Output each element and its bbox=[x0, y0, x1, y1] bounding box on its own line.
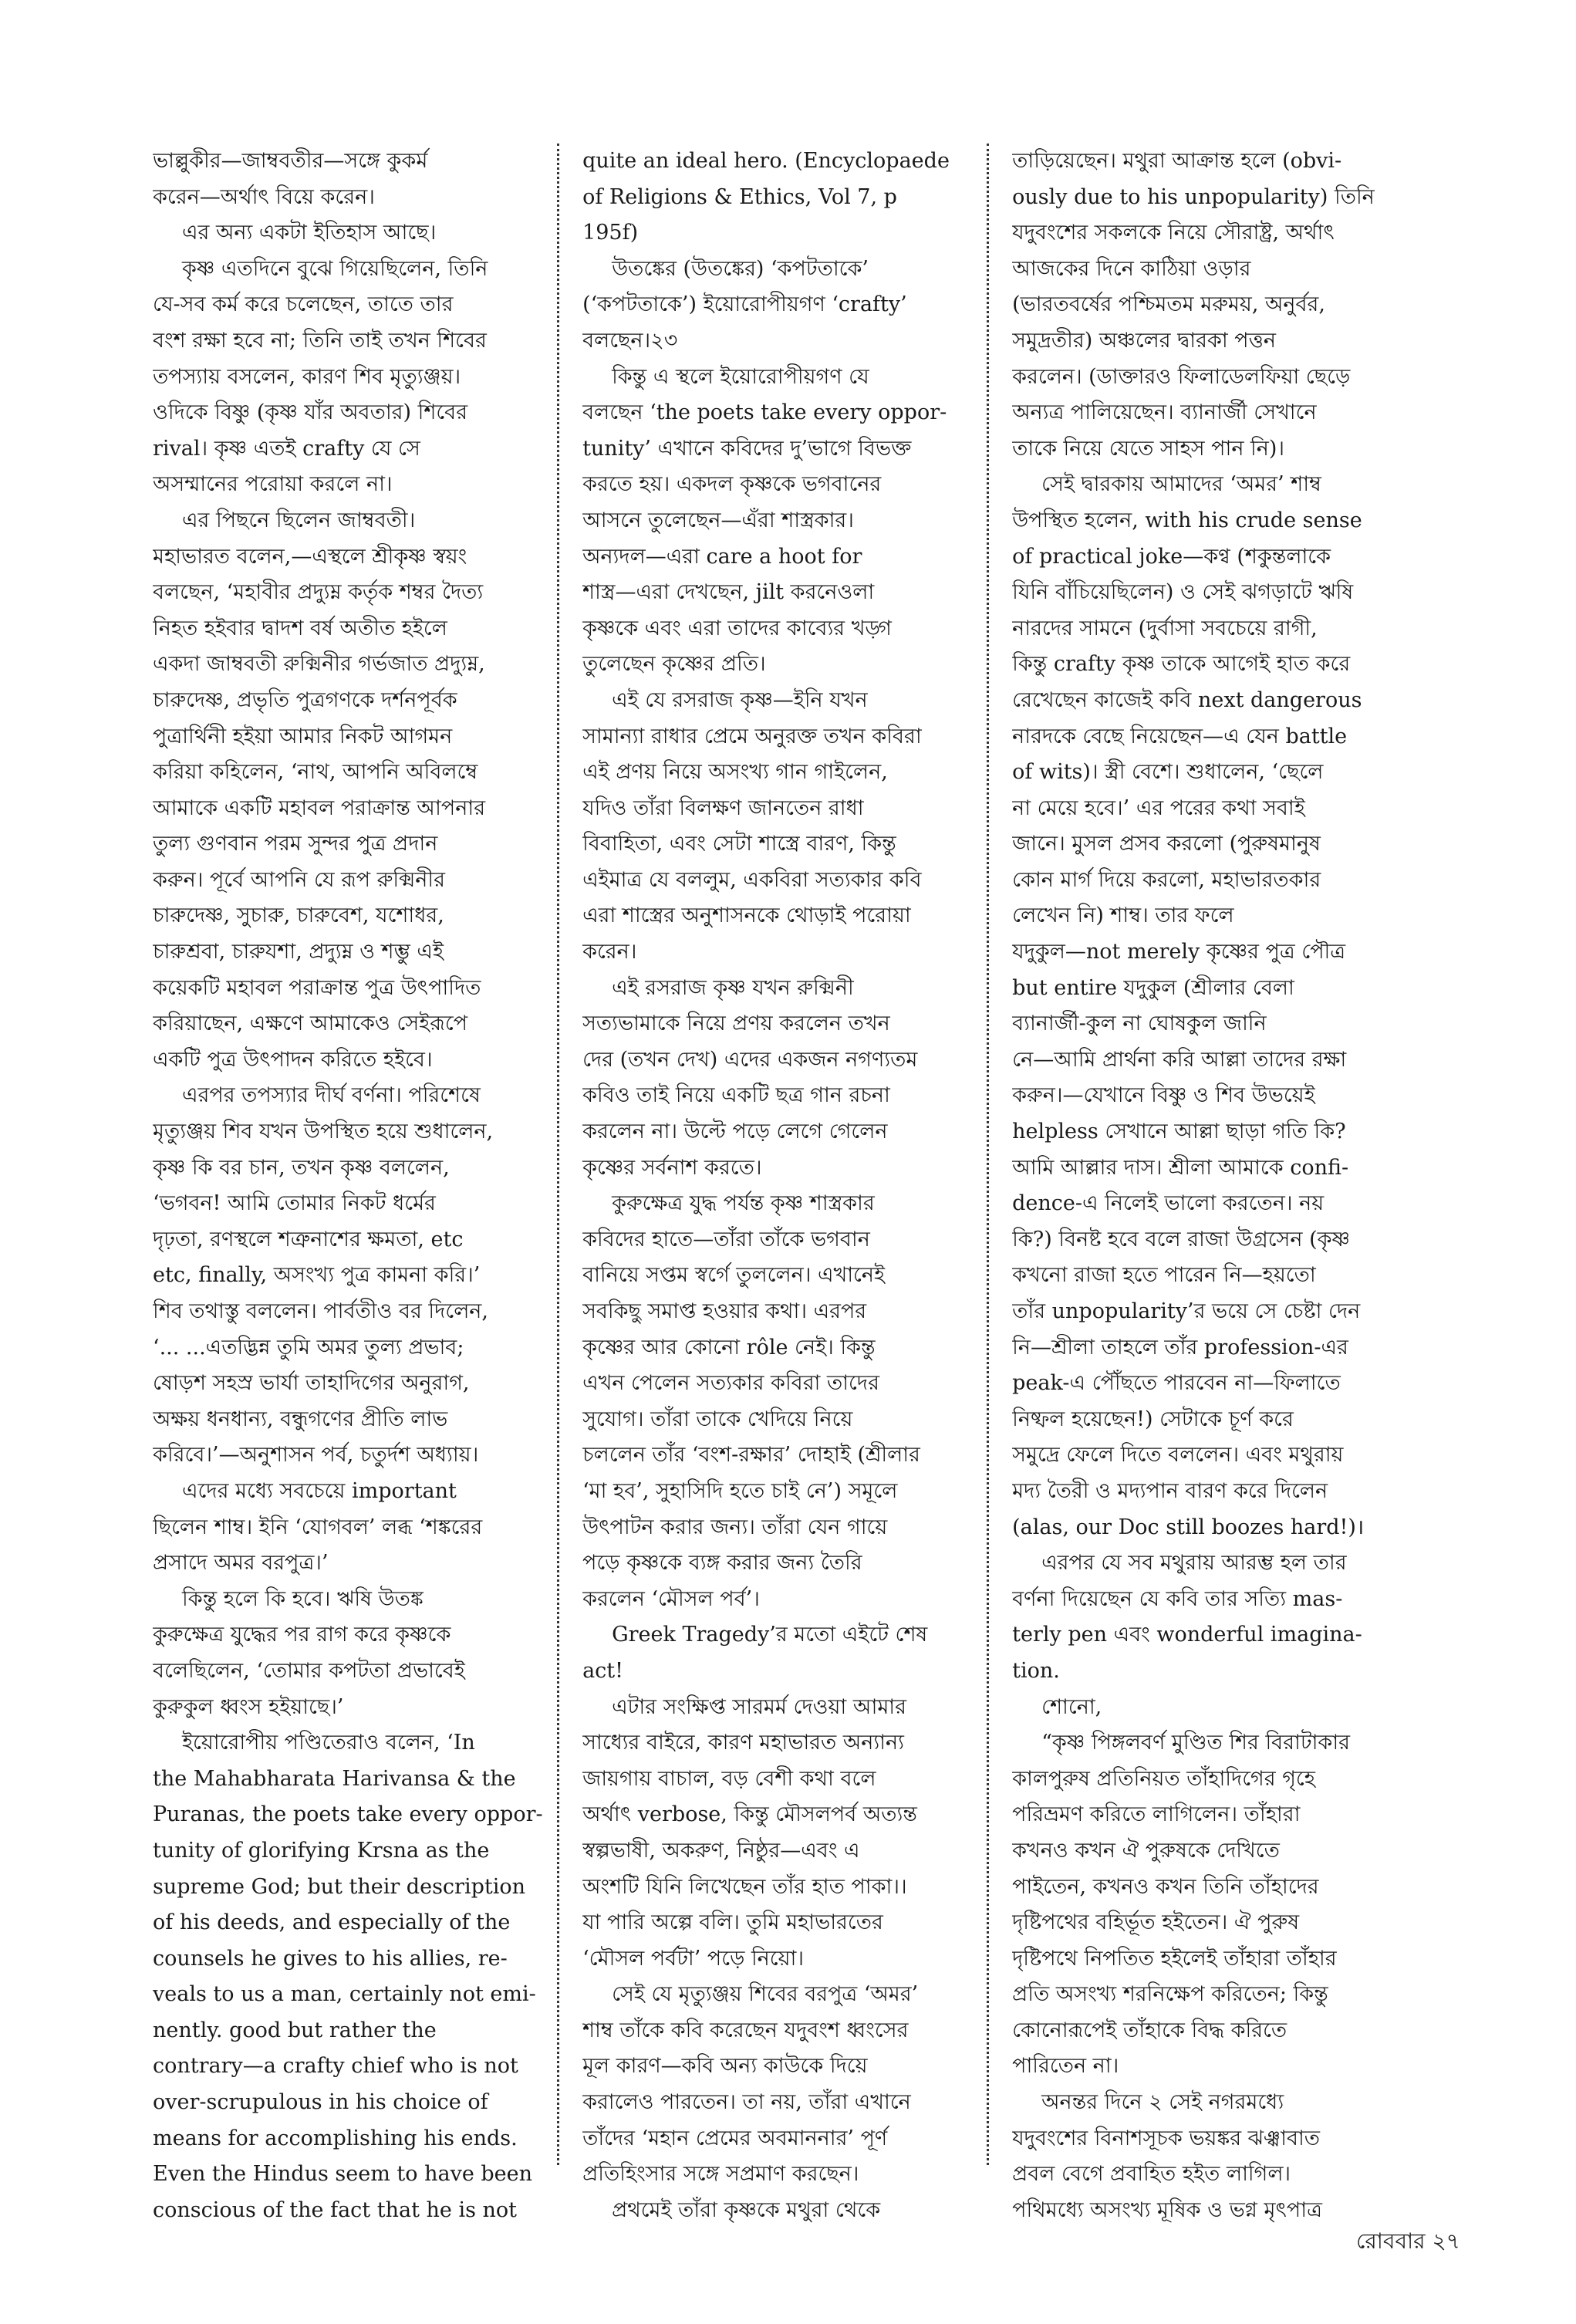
text-line: তাঁদের ‘মহান প্রেমের অবমাননার’ পূর্ণ bbox=[582, 2126, 888, 2150]
text-line: এরপর তপস্যার দীর্ঘ বর্ণনা। পরিশেষে bbox=[182, 1083, 481, 1108]
text-line: বানিয়ে সপ্তম স্বর্গে তুললেন। এখানেই bbox=[582, 1263, 886, 1288]
text-line: “কৃষ্ণ পিঙ্গলবর্ণ মুণ্ডিত শির বিরাটাকার bbox=[1041, 1731, 1350, 1755]
text-line: Greek Tragedy’র মতো এইটে শেষ bbox=[612, 1623, 928, 1647]
text-line: স্বল্পভাষী, অকরুণ, নিষ্ঠুর—এবং এ bbox=[582, 1838, 860, 1863]
text-line: শোনো, bbox=[1041, 1694, 1102, 1719]
text-line: ওদিকে বিষ্ণু (কৃষ্ণ যাঁর অবতার) শিবের bbox=[153, 400, 468, 425]
text-line: বলছেন ‘the poets take every oppor- bbox=[582, 400, 947, 425]
text-line: ভাল্লুকীর—জাম্ববতীর—সঙ্গে কুকর্ম bbox=[153, 149, 428, 173]
text-column-3 bbox=[989, 144, 1446, 2228]
text-line: করুন।—যেখানে বিষ্ণু ও শিব উভয়েই bbox=[1012, 1083, 1315, 1108]
text-line: প্রসাদে অমর বরপুত্র।’ bbox=[153, 1551, 329, 1576]
text-line: দৃঢ়তা, রণস্থলে শত্রুনাশের ক্ষমতা, etc bbox=[153, 1227, 464, 1252]
text-line: এখন পেলেন সত্যকার কবিরা তাদের bbox=[582, 1371, 879, 1396]
text-line: সবকিছু সমাপ্ত হওয়ার কথা। এরপর bbox=[582, 1299, 867, 1323]
text-line: সমুদ্রতীর) অঞ্চলের দ্বারকা পত্তন bbox=[1012, 328, 1277, 353]
text-line: তুল্য গুণবান পরম সুন্দর পুত্র প্রদান bbox=[153, 832, 438, 856]
text-line: সেই দ্বারকায় আমাদের ‘অমর’ শাম্ব bbox=[1041, 472, 1321, 497]
text-line: বংশ রক্ষা হবে না; তিনি তাই তখন শিবের bbox=[153, 328, 487, 353]
text-line: অক্ষয় ধনধান্য, বন্ধুগণের প্রীতি লাভ bbox=[153, 1407, 448, 1431]
text-line: উৎপাটন করার জন্য। তাঁরা যেন গায়ে bbox=[582, 1515, 888, 1539]
text-line: জানে। মুসল প্রসব করলো (পুরুষমানুষ bbox=[1012, 832, 1321, 856]
text-line: ব্যানার্জী-কুল না ঘোষকুল জানি bbox=[1012, 1012, 1267, 1036]
text-line: কিন্তু হলে কি হবে। ঋষি উতঙ্ক bbox=[182, 1586, 424, 1611]
text-line: কালপুরুষ প্রতিনিয়ত তাঁহাদিগের গৃহে bbox=[1012, 1766, 1315, 1791]
text-line: একদা জাম্ববতী রুক্মিনীর গর্ভজাত প্রদ্যুম্ন, bbox=[153, 652, 485, 677]
text-line: করলেন। (ডাক্তারও ফিলাডেলফিয়া ছেড়ে bbox=[1012, 364, 1351, 389]
text-line: নিষ্ফল হয়েছেন!) সেটাকে চূর্ণ করে bbox=[1012, 1407, 1294, 1431]
text-line: of his deeds, and especially of the bbox=[153, 1910, 511, 1935]
text-line: এরা শাস্ত্রের অনুশাসনকে থোড়াই পরোয়া bbox=[582, 904, 911, 928]
text-line: কোনোরূপেই তাঁহাকে বিদ্ধ করিতে bbox=[1012, 2018, 1287, 2042]
text-line: কৃষ্ণের সর্বনাশ করতে। bbox=[582, 1155, 762, 1180]
text-line: পরিভ্রমণ করিতে লাগিলেন। তাঁহারা bbox=[1012, 1802, 1301, 1827]
text-line: করেন। bbox=[582, 940, 637, 964]
text-line: সামান্যা রাধার প্রেমে অনুরক্ত তখন কবিরা bbox=[582, 724, 922, 748]
text-line: নি—শ্রীলা তাহলে তাঁর profession-এর bbox=[1012, 1335, 1348, 1360]
text-line: করিয়া কহিলেন, ‘নাথ, আপনি অবিলম্বে bbox=[153, 760, 478, 785]
text-line: শাস্ত্র—এরা দেখছেন, jilt করনেওলা bbox=[582, 580, 875, 605]
text-line: ‘... ...এতদ্ভিন্ন তুমি অমর তুল্য প্রভাব; bbox=[153, 1335, 464, 1360]
text-line: কিন্তু এ স্থলে ইয়োরোপীয়গণ যে bbox=[612, 364, 869, 389]
text-line: না মেয়ে হবে।’ এর পরের কথা সবাই bbox=[1012, 795, 1305, 820]
text-line: tion. bbox=[1012, 1658, 1060, 1683]
text-line: যিনি বাঁচিয়েছিলেন) ও সেই ঝগড়াটে ঋষি bbox=[1012, 580, 1354, 605]
text-line: helpless সেখানে আল্লা ছাড়া গতি কি? bbox=[1012, 1120, 1346, 1144]
text-line: over-scrupulous in his choice of bbox=[153, 2090, 488, 2115]
text-line: কিন্তু crafty কৃষ্ণ তাকে আগেই হাত করে bbox=[1012, 652, 1351, 677]
text-line: তুলেছেন কৃষ্ণের প্রতি। bbox=[582, 652, 766, 677]
text-line: peak-এ পৌঁছতে পারবেন না—ফিলাতে bbox=[1012, 1371, 1341, 1396]
text-line: of wits)। স্ত্রী বেশে। শুধালেন, ‘ছেলে bbox=[1012, 760, 1324, 785]
text-line: পথিমধ্যে অসংখ্য মূষিক ও ভগ্ন মৃৎপাত্র bbox=[1012, 2197, 1322, 2222]
text-line: শাম্ব তাঁকে কবি করেছেন যদুবংশ ধ্বংসের bbox=[582, 2018, 909, 2042]
text-line: ously due to his unpopularity) তিনি bbox=[1012, 184, 1375, 209]
text-line: কবিদের হাতে—তাঁরা তাঁকে ভগবান bbox=[582, 1227, 870, 1252]
text-line: counsels he gives to his allies, re- bbox=[153, 1946, 508, 1971]
text-line: tunity’ এখানে কবিদের দু’ভাগে বিভক্ত bbox=[582, 436, 912, 461]
text-line: অন্যদল—এরা care a hoot for bbox=[582, 544, 862, 569]
text-line: নারদের সামনে (দুর্বাসা সবচেয়ে রাগী, bbox=[1012, 616, 1318, 640]
text-line: পাইতেন, কখনও কখন তিনি তাঁহাদের bbox=[1012, 1874, 1319, 1899]
text-line: এটার সংক্ষিপ্ত সারমর্ম দেওয়া আমার bbox=[612, 1694, 906, 1719]
text-line: আজকের দিনে কাঠিয়া ওড়ার bbox=[1012, 256, 1251, 281]
text-line: Puranas, the poets take every oppor- bbox=[153, 1802, 543, 1827]
text-line: মূল কারণ—কবি অন্য কাউকে দিয়ে bbox=[582, 2054, 868, 2079]
article-body bbox=[153, 144, 1446, 2228]
text-line: একটি পুত্র উৎপাদন করিতে হইবে। bbox=[153, 1047, 433, 1072]
text-line: (‘কপটতাকে’) ইয়োরোপীয়গণ ‘crafty’ bbox=[582, 292, 907, 317]
text-line: ইয়োরোপীয় পণ্ডিতেরাও বলেন, ‘In bbox=[182, 1731, 475, 1755]
text-line: Even the Hindus seem to have been bbox=[153, 2162, 533, 2187]
text-line: করিয়াছেন, এক্ষণে আমাকেও সেইরূপে bbox=[153, 1012, 468, 1036]
text-line: যদুকুল—not merely কৃষ্ণের পুত্র পৌত্র bbox=[1012, 940, 1346, 964]
text-line: প্রতিহিংসার সঙ্গে সপ্রমাণ করছেন। bbox=[582, 2162, 859, 2187]
text-line: করলেন না। উল্টে পড়ে লেগে গেলেন bbox=[582, 1120, 888, 1144]
text-line: অংশটি যিনি লিখেছেন তাঁর হাত পাকা।। bbox=[582, 1874, 907, 1899]
text-line: করালেও পারতেন। তা নয়, তাঁরা এখানে bbox=[582, 2090, 911, 2115]
text-line: means for accomplishing his ends. bbox=[153, 2126, 518, 2150]
text-line: of practical joke—কণ্ব (শকুন্তলাকে bbox=[1012, 544, 1331, 569]
text-line: কৃষ্ণ কি বর চান, তখন কৃষ্ণ বললেন, bbox=[153, 1155, 450, 1180]
text-line: এই রসরাজ কৃষ্ণ যখন রুক্মিনী bbox=[612, 975, 854, 1000]
text-line: dence-এ নিলেই ভালো করতেন। নয় bbox=[1012, 1191, 1325, 1216]
text-line: করিবে।’—অনুশাসন পর্ব, চতুর্দশ অধ্যায়। bbox=[153, 1443, 479, 1468]
text-line: অনন্তর দিনে ২ সেই নগরমধ্যে bbox=[1041, 2090, 1284, 2115]
text-line: contrary—a crafty chief who is not bbox=[153, 2054, 518, 2079]
text-line: etc, finally, অসংখ্য পুত্র কামনা করি।’ bbox=[153, 1263, 481, 1288]
text-line: বলছেন।২৩ bbox=[582, 328, 678, 353]
text-column-1 bbox=[153, 144, 557, 2228]
text-line: যা পারি অল্পে বলি। তুমি মহাভারতের bbox=[582, 1910, 883, 1935]
text-line: দের (তখন দেখ) এদের একজন নগণ্যতম bbox=[582, 1047, 918, 1072]
text-line: ষোড়শ সহস্র ভার্যা তাহাদিগের অনুরাগ, bbox=[153, 1371, 470, 1396]
text-line: সত্যভামাকে নিয়ে প্রণয় করলেন তখন bbox=[582, 1012, 890, 1036]
text-line: করুন। পূর্বে আপনি যে রূপ রুক্মিনীর bbox=[153, 867, 445, 892]
text-line: নারদকে বেছে নিয়েছেন—এ যেন battle bbox=[1012, 724, 1348, 748]
text-line: চললেন তাঁর ‘বংশ-রক্ষার’ দোহাই (শ্রীলার bbox=[582, 1443, 920, 1468]
text-line: ‘ভগবন! আমি তোমার নিকট ধর্মের bbox=[153, 1191, 436, 1216]
text-line: অর্থাৎ verbose, কিন্তু মৌসলপর্ব অত্যন্ত bbox=[582, 1802, 917, 1827]
text-line: এদের মধ্যে সবচেয়ে important bbox=[182, 1478, 457, 1503]
text-line: তপস্যায় বসলেন, কারণ শিব মৃত্যুঞ্জয়। bbox=[153, 364, 461, 389]
text-line: বর্ণনা দিয়েছেন যে কবি তার সত্যি mas- bbox=[1012, 1586, 1343, 1611]
text-column-2 bbox=[559, 144, 987, 2228]
text-line: কি?) বিনষ্ট হবে বলে রাজা উগ্রসেন (কৃষ্ণ bbox=[1012, 1227, 1350, 1252]
text-line: করলেন ‘মৌসল পর্ব’। bbox=[582, 1586, 760, 1611]
text-line: মহাভারত বলেন,—এস্থলে শ্রীকৃষ্ণ স্বয়ং bbox=[153, 544, 467, 569]
text-line: তাকে নিয়ে যেতে সাহস পান নি)। bbox=[1012, 436, 1285, 461]
text-line: কুরুকুল ধ্বংস হইয়াছে।’ bbox=[153, 1694, 344, 1719]
text-line: চারুদেষ্ণ, সুচারু, চারুবেশ, যশোধর, bbox=[153, 904, 444, 928]
text-line: কবিও তাই নিয়ে একটি ছত্র গান রচনা bbox=[582, 1083, 890, 1108]
text-line: আমি আল্লার দাস। শ্রীলা আমাকে confi- bbox=[1012, 1155, 1349, 1180]
text-line: সেই যে মৃত্যুঞ্জয় শিবের বরপুত্র ‘অমর’ bbox=[612, 1982, 919, 2007]
text-line: আসনে তুলেছেন—এঁরা শাস্ত্রকার। bbox=[582, 508, 854, 532]
text-line: চারুশ্রবা, চারুযশা, প্রদ্যুম্ন ও শম্ভু এই bbox=[153, 940, 444, 964]
text-line: রেখেছেন কাজেই কবি next dangerous bbox=[1012, 687, 1362, 712]
text-line: সুযোগ। তাঁরা তাকে খেদিয়ে নিয়ে bbox=[582, 1407, 853, 1431]
text-line: পারিতেন না। bbox=[1012, 2054, 1119, 2079]
text-line: যে-সব কর্ম করে চলেছেন, তাতে তার bbox=[153, 292, 454, 317]
text-line: যদিও তাঁরা বিলক্ষণ জানতেন রাধা bbox=[582, 795, 864, 820]
text-line: conscious of the fact that he is not bbox=[153, 2197, 518, 2222]
text-line: লেখেন নি) শাম্ব। তার ফলে bbox=[1012, 904, 1234, 928]
text-line: প্রতি অসংখ্য শরনিক্ষেপ করিতেন; কিন্তু bbox=[1012, 1982, 1328, 2007]
text-line: কৃষ্ণ এতদিনে বুঝে গিয়েছিলেন, তিনি bbox=[182, 256, 488, 281]
text-line: পুত্রার্থিনী হইয়া আমার নিকট আগমন bbox=[153, 724, 453, 748]
text-line: এর অন্য একটা ইতিহাস আছে। bbox=[182, 221, 437, 245]
text-line: বলছেন, ‘মহাবীর প্রদ্যুম্ন কর্তৃক শম্বর দৈত্য bbox=[153, 580, 484, 605]
text-line: veals to us a man, certainly not emi- bbox=[153, 1982, 536, 2007]
text-line: of Religions & Ethics, Vol 7, p bbox=[582, 184, 897, 209]
text-line: কখনও কখন ঐ পুরুষকে দেখিতে bbox=[1012, 1838, 1280, 1863]
text-line: but entire যদুকুল (শ্রীলার বেলা bbox=[1012, 975, 1294, 1000]
text-line: quite an ideal hero. (Encyclopaede bbox=[582, 149, 950, 173]
text-line: কুরুক্ষেত্র যুদ্ধ পর্যন্ত কৃষ্ণ শাস্ত্রকার bbox=[612, 1191, 875, 1216]
text-line: সমুদ্রে ফেলে দিতে বললেন। এবং মথুরায় bbox=[1012, 1443, 1344, 1468]
text-line: উপস্থিত হলেন, with his crude sense bbox=[1012, 508, 1362, 532]
text-line: জায়গায় বাচাল, বড় বেশী কথা বলে bbox=[582, 1766, 876, 1791]
text-line: তাঁর unpopularity’র ভয়ে সে চেষ্টা দেন bbox=[1012, 1299, 1361, 1323]
text-line: ‘মা হব’, সুহাসিদি হতে চাই নে’) সমূলে bbox=[582, 1478, 898, 1503]
text-line: terly pen এবং wonderful imagina- bbox=[1012, 1623, 1362, 1647]
text-line: কৃষ্ণকে এবং এরা তাদের কাব্যের খড়্গ bbox=[582, 616, 892, 640]
text-line: দৃষ্টিপথের বহির্ভূত হইতেন। ঐ পুরুষ bbox=[1012, 1910, 1300, 1935]
text-line: 195f) bbox=[582, 221, 639, 245]
text-line: কৃষ্ণের আর কোনো rôle নেই। কিন্তু bbox=[582, 1335, 876, 1360]
text-line: (ভারতবর্ষের পশ্চিমতম মরুময়, অনুর্বর, bbox=[1012, 292, 1325, 317]
text-line: পড়ে কৃষ্ণকে ব্যঙ্গ করার জন্য তৈরি bbox=[582, 1551, 862, 1576]
text-line: তাড়িয়েছেন। মথুরা আক্রান্ত হলে (obvi- bbox=[1012, 149, 1342, 173]
text-line: বিবাহিতা, এবং সেটা শাস্ত্রে বারণ, কিন্তু bbox=[582, 832, 896, 856]
text-line: মৃত্যুঞ্জয় শিব যখন উপস্থিত হয়ে শুধালেন, bbox=[153, 1120, 494, 1144]
text-line: nently. good but rather the bbox=[153, 2018, 437, 2042]
text-line: অন্যত্র পালিয়েছেন। ব্যানার্জী সেখানে bbox=[1012, 400, 1317, 425]
text-line: (alas, our Doc still boozes hard!)। bbox=[1012, 1515, 1365, 1539]
text-line: দৃষ্টিপথে নিপতিত হইলেই তাঁহারা তাঁহার bbox=[1012, 1946, 1337, 1971]
text-line: rival। কৃষ্ণ এতই crafty যে সে bbox=[153, 436, 420, 461]
text-line: কোন মার্গ দিয়ে করলো, মহাভারতকার bbox=[1012, 867, 1321, 892]
page-footer: রোববার ২৭ bbox=[1356, 2228, 1460, 2254]
text-line: চারুদেষ্ণ, প্রভৃতি পুত্রগণকে দর্শনপূর্বক bbox=[153, 687, 457, 712]
text-line: ‘মৌসল পর্বটা’ পড়ে নিয়ো। bbox=[582, 1946, 805, 1971]
text-line: উতঙ্কের (উতঙ্কের) ‘কপটতাকে’ bbox=[612, 256, 869, 281]
text-line: শিব তথাস্তু বললেন। পার্বতীও বর দিলেন, bbox=[153, 1299, 489, 1323]
text-line: নিহত হইবার দ্বাদশ বর্ষ অতীত হইলে bbox=[153, 616, 447, 640]
text-line: tunity of glorifying Krsna as the bbox=[153, 1838, 490, 1863]
text-line: মদ্য তৈরী ও মদ্যপান বারণ করে দিলেন bbox=[1012, 1478, 1328, 1503]
text-line: সাধ্যের বাইরে, কারণ মহাভারত অন্যান্য bbox=[582, 1731, 904, 1755]
text-line: এই যে রসরাজ কৃষ্ণ—ইনি যখন bbox=[612, 687, 868, 712]
text-line: করেন—অর্থাৎ বিয়ে করেন। bbox=[153, 184, 375, 209]
text-line: act! bbox=[582, 1658, 623, 1683]
text-line: এই প্রণয় নিয়ে অসংখ্য গান গাইলেন, bbox=[582, 760, 888, 785]
text-line: কয়েকটি মহাবল পরাক্রান্ত পুত্র উৎপাদিত bbox=[153, 975, 481, 1000]
text-line: নে—আমি প্রার্থনা করি আল্লা তাদের রক্ষা bbox=[1012, 1047, 1347, 1072]
text-line: করতে হয়। একদল কৃষ্ণকে ভগবানের bbox=[582, 472, 882, 497]
text-line: কুরুক্ষেত্র যুদ্ধের পর রাগ করে কৃষ্ণকে bbox=[153, 1623, 451, 1647]
text-line: the Mahabharata Harivansa & the bbox=[153, 1766, 516, 1791]
text-line: এরপর যে সব মথুরায় আরম্ভ হল তার bbox=[1041, 1551, 1347, 1576]
text-line: অসম্মানের পরোয়া করলে না। bbox=[153, 472, 393, 497]
text-line: ছিলেন শাম্ব। ইনি ‘যোগবল’ লব্ধ ‘শঙ্করের bbox=[153, 1515, 483, 1539]
text-line: supreme God; but their description bbox=[153, 1874, 526, 1899]
text-line: কখনো রাজা হতে পারেন নি—হয়তো bbox=[1012, 1263, 1316, 1288]
text-line: বলেছিলেন, ‘তোমার কপটতা প্রভাবেই bbox=[153, 1658, 465, 1683]
text-line: প্রথমেই তাঁরা কৃষ্ণকে মথুরা থেকে bbox=[612, 2197, 881, 2222]
text-line: প্রবল বেগে প্রবাহিত হইত লাগিল। bbox=[1012, 2162, 1291, 2187]
text-line: যদুবংশের সকলকে নিয়ে সৌরাষ্ট্র, অর্থাৎ bbox=[1012, 221, 1335, 245]
text-line: আমাকে একটি মহাবল পরাক্রান্ত আপনার bbox=[153, 795, 486, 820]
text-line: এর পিছনে ছিলেন জাম্ববতী। bbox=[182, 508, 416, 532]
text-line: এইমাত্র যে বললুম, একবিরা সত্যকার কবি bbox=[582, 867, 922, 892]
text-line: যদুবংশের বিনাশসূচক ভয়ঙ্কর ঝঞ্ঝাবাত bbox=[1012, 2126, 1321, 2150]
